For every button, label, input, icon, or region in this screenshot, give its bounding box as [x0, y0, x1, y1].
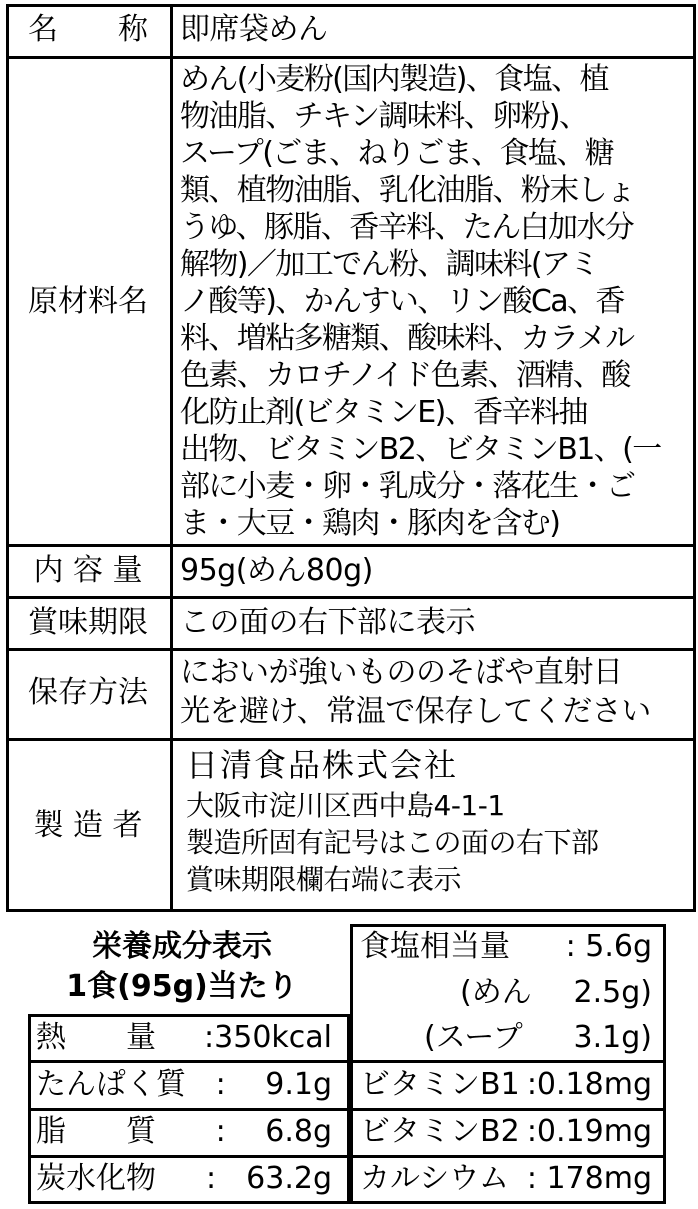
nutrient-value: : 9.1g: [215, 1067, 332, 1102]
row-divider: [6, 648, 696, 651]
content-value: 95g(めん80g): [180, 553, 373, 588]
nutrient-label: ビタミンB1: [360, 1067, 520, 1102]
storage-line: においが強いもののそばや直射日: [180, 655, 623, 690]
row-divider: [6, 544, 696, 547]
row-divider: [350, 1060, 666, 1063]
manufacturer-note: 製造所固有記号はこの面の右下部: [186, 826, 599, 859]
manufacturer-address: 大阪市淀川区西中島4-1-1: [186, 789, 505, 822]
row-divider: [350, 1155, 666, 1158]
row-divider: [6, 596, 696, 599]
ingredients-line: ノ酸等)、かんすい、リン酸Ca、香: [180, 284, 624, 319]
row-divider: [6, 56, 696, 59]
nutrient-label: カルシウム: [360, 1161, 509, 1196]
nutrient-label: (スープ: [424, 1020, 523, 1055]
nutrition-serving: 1食(95g)当たり: [66, 969, 298, 1004]
nutrient-value: :0.19mg: [526, 1114, 652, 1149]
nutrient-label: ビタミンB2: [360, 1114, 520, 1149]
nutrient-label: 脂 質: [36, 1114, 156, 1149]
nutrient-value: : 63.2g: [206, 1161, 332, 1196]
nutrient-value: :350kcal: [204, 1020, 332, 1055]
storage-line: 光を避け、常温で保存してください: [180, 694, 651, 729]
content-header: 内 容 量: [33, 553, 143, 588]
best-before-value: この面の右下部に表示: [180, 605, 475, 640]
ingredients-line: めん(小麦粉(国内製造)、食塩、植: [180, 62, 608, 97]
column-divider: [170, 4, 173, 912]
ingredients-line: 色素、カロチノイド色素、酒精、酸: [180, 358, 630, 393]
nutrient-value: : 5.6g: [565, 929, 652, 964]
ingredients-line: 出物、ビタミンB2、ビタミンB1、(一: [180, 432, 661, 467]
nutrient-value: : 178mg: [526, 1161, 652, 1196]
row-divider: [6, 738, 696, 741]
manufacturer-note: 賞味期限欄右端に表示: [186, 863, 462, 896]
ingredients-line: 料、増粘多糖類、酸味料、カラメル: [180, 321, 634, 356]
manufacturer-name: 日清食品株式会社: [186, 746, 459, 784]
row-divider: [28, 1060, 350, 1063]
nutrient-value: 3.1g): [573, 1020, 652, 1055]
nutrition-title: 栄養成分表示: [92, 929, 272, 964]
best-before-header: 賞味期限: [28, 605, 148, 640]
ingredients-line: 物油脂、チキン調味料、卵粉)、: [180, 99, 588, 134]
row-divider: [350, 1108, 666, 1111]
ingredients-line: 類、植物油脂、乳化油脂、粉末しょ: [180, 173, 635, 208]
nutrient-label: 熱 量: [36, 1020, 156, 1055]
row-divider: [28, 1108, 350, 1111]
storage-header: 保存方法: [28, 675, 148, 710]
nutrient-label: 炭水化物: [36, 1161, 156, 1196]
nutrient-label: たんぱく質: [36, 1067, 186, 1102]
manufacturer-header: 製 造 者: [33, 808, 143, 843]
ingredients-line: うゆ、豚脂、香辛料、たん白加水分: [180, 210, 634, 245]
ingredients-line: 部に小麦・卵・乳成分・落花生・ご: [180, 469, 635, 504]
name-value: 即席袋めん: [180, 12, 328, 47]
nutrient-label: (めん: [460, 975, 532, 1010]
ingredients-line: 解物)／加工でん粉、調味料(アミ: [180, 247, 598, 282]
ingredients-line: スープ(ごま、ねりごま、食塩、糖: [180, 136, 614, 171]
row-divider: [28, 1155, 350, 1158]
ingredients-line: ま・大豆・鶏肉・豚肉を含む): [180, 506, 560, 541]
ingredients-header: 原材料名: [28, 284, 148, 319]
nutrient-label: 食塩相当量: [360, 929, 510, 964]
ingredients-line: 化防止剤(ビタミンE)、香辛料抽: [180, 395, 587, 430]
nutrient-value: 2.5g): [573, 975, 652, 1010]
nutrient-value: : 6.8g: [215, 1114, 332, 1149]
nutrient-value: :0.18mg: [526, 1067, 652, 1102]
name-header: 名 称: [28, 12, 148, 47]
